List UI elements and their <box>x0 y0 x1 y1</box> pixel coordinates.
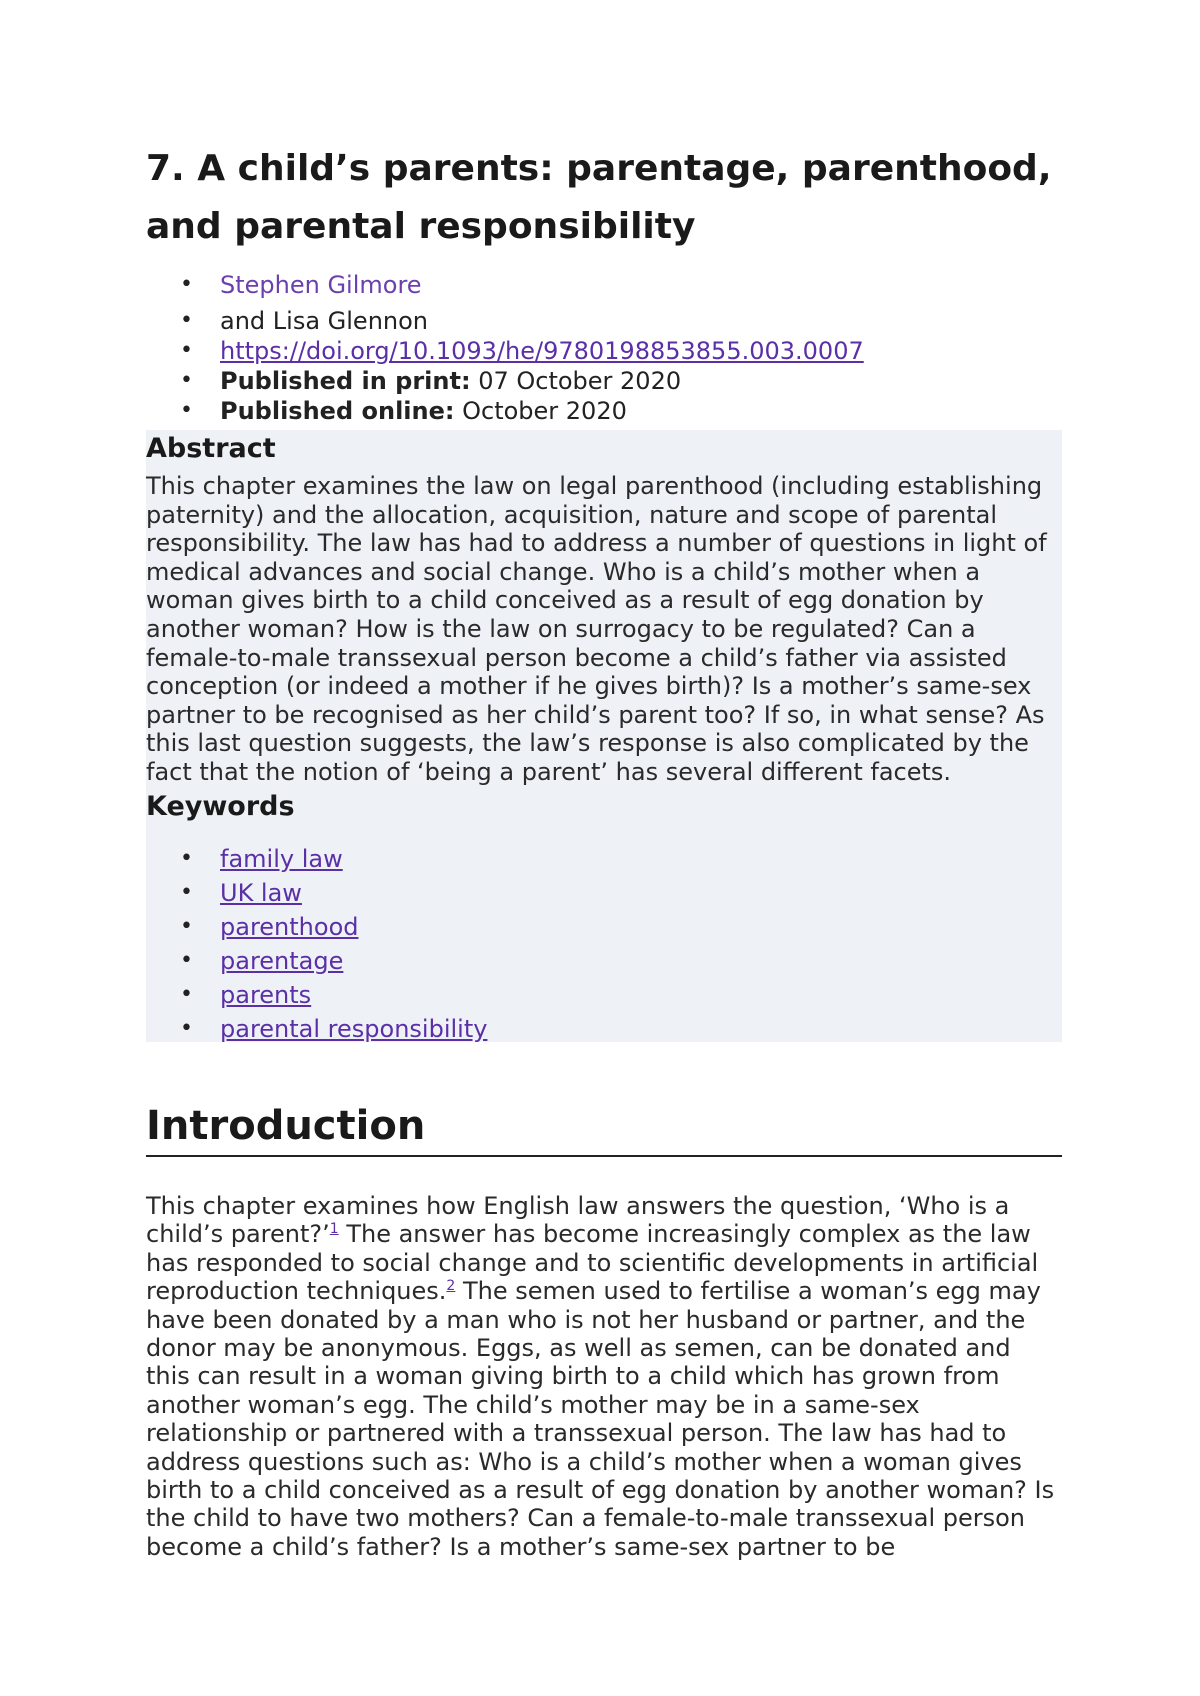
meta-item-published-online <box>146 396 1062 426</box>
published-online-label: Published online: <box>220 397 455 425</box>
keyword-item <box>146 910 1062 944</box>
author-lisa-glennon: and Lisa Glennon <box>220 307 429 335</box>
heading-divider <box>146 1155 1062 1157</box>
abstract-text: This chapter examines the law on legal parenthood (including establishing paternity) and the allocation, acquisition, nature and scope of parental responsibility. The law has had to address a number of questions in light of medical advances and social change. Who is a child’s mother when a woman gives birth to a child conceived as a result of egg donation by another woman? How is the law on surrogacy to be regulated? Can a female-to-male transsexual person become a child’s father via assisted conception (or indeed a mother if he gives birth)? Is a mother’s same-sex partner to be recognised as her child’s parent too? If so, in what sense? As this last question suggests, the law’s response is also complicated by the fact that the notion of ‘being a parent’ has several different facets. <box>146 472 1047 786</box>
footnote-link-1[interactable]: 1 <box>329 1221 339 1238</box>
keyword-link-parenthood[interactable]: parenthood <box>220 913 359 941</box>
keyword-item <box>146 978 1062 1012</box>
introduction-heading: Introduction <box>146 1103 426 1149</box>
abstract-heading: Abstract <box>146 433 276 464</box>
meta-item-author2 <box>146 306 1062 336</box>
meta-item-doi <box>146 336 1062 366</box>
meta-item-author1 <box>146 270 1062 306</box>
keyword-link-parental-responsibility[interactable]: parental responsibility <box>220 1015 488 1043</box>
intro-text-part2: The answer has become increasingly complex as the law has responded to social change and to scientific developments in artificial reproduction techniques. <box>146 1220 1039 1306</box>
footnote-link-2[interactable]: 2 <box>446 1278 456 1295</box>
published-online-value: October 2020 <box>454 397 627 425</box>
intro-text-part1: This chapter examines how English law answers the question, ‘Who is a child’s parent?’ <box>146 1192 1010 1249</box>
keyword-item <box>146 842 1062 876</box>
author-link-stephen-gilmore[interactable]: Stephen Gilmore <box>220 271 422 299</box>
chapter-meta-list <box>146 270 1062 426</box>
chapter-title: 7. A child’s parents: parentage, parenthood, and parental responsibility <box>146 148 1052 247</box>
published-print-value: 07 October 2020 <box>470 367 682 395</box>
keyword-link-parents[interactable]: parents <box>220 981 312 1009</box>
keyword-item <box>146 944 1062 978</box>
keyword-item <box>146 1012 1062 1046</box>
published-print-label: Published in print: <box>220 367 471 395</box>
keyword-link-parentage[interactable]: parentage <box>220 947 344 975</box>
keywords-heading: Keywords <box>146 791 295 822</box>
doi-link[interactable]: https://doi.org/10.1093/he/9780198853855.003.0007 <box>220 337 864 365</box>
meta-item-published-print <box>146 366 1062 396</box>
keyword-item <box>146 876 1062 910</box>
intro-text-part3: The semen used to fertilise a woman’s egg may have been donated by a man who is not her husband or partner, and the donor may be anonymous. Eggs, as well as semen, can be donated and this can result in a woman giving birth to a child which has grown from another woman’s egg. The child’s mother may be in a same-sex relationship or partnered with a transsexual person. The law has had to address questions such as: Who is a child’s mother when a woman gives birth to a child conceived as a result of egg donation by another woman? Is the child to have two mothers? Can a female-to-male transsexual person become a child’s father? Is a mother’s same-sex partner to be <box>146 1277 1055 1561</box>
introduction-text <box>146 1192 1062 1561</box>
keywords-list <box>146 842 1062 1046</box>
keyword-link-family-law[interactable]: family law <box>220 845 343 873</box>
keyword-link-uk-law[interactable]: UK law <box>220 879 302 907</box>
